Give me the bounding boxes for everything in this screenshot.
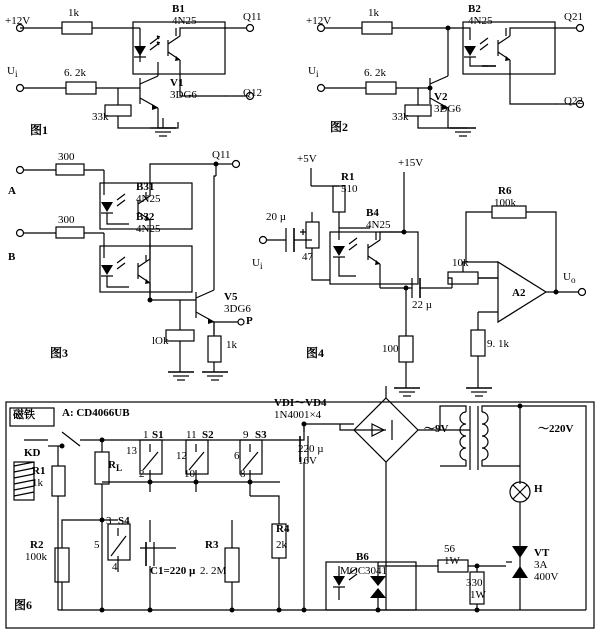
fig4-r100-label: 100 xyxy=(382,343,399,355)
fig4-r47-label: 47 xyxy=(302,251,313,263)
fig6-lamp-label: H xyxy=(534,483,543,495)
fig3-v5-label: V5 xyxy=(224,291,238,303)
fig6-pin4-label: 4 xyxy=(112,561,118,573)
fig1-opto-type: 4N25 xyxy=(172,15,197,27)
fig1-input-label: $U_i$ xyxy=(7,65,18,80)
fig6-pin3-label: 3 xyxy=(106,515,112,527)
fig1-v1-label: V1 xyxy=(170,77,184,89)
fig6-s4-label: S4 xyxy=(118,515,130,527)
fig6-ac220v-label: ～220V xyxy=(538,423,574,435)
fig2-r3-label: 33k xyxy=(392,111,409,123)
fig3-input-a-label: A xyxy=(8,185,16,197)
fig3-input-b-label: B xyxy=(8,251,16,263)
fig6-ac9v-label: ～9V xyxy=(424,423,449,435)
fig6-c2-value: 220 µ xyxy=(298,443,324,455)
fig6-r3-ref: R3 xyxy=(205,539,219,551)
fig6-chip-label: A: CD4066UB xyxy=(62,407,130,419)
fig4-input-label: $U_i$ xyxy=(252,257,263,272)
fig3-p-label: P xyxy=(246,315,253,327)
fig4-output-label: $U_o$ xyxy=(563,271,576,286)
fig6-r56-value: 56 xyxy=(444,543,455,555)
fig3-b32-ref: B32 xyxy=(136,211,155,223)
fig4-r91k-label: 9. 1k xyxy=(487,338,509,350)
fig4-v5-label: +5V xyxy=(297,153,317,165)
fig6-pin5-label: 5 xyxy=(94,539,100,551)
fig6-b6-ref: B6 xyxy=(356,551,369,563)
fig6-vt-current: 3A xyxy=(534,559,548,571)
fig1-supply-label: +12V xyxy=(5,15,31,27)
fig4-b4-ref: B4 xyxy=(366,207,379,219)
fig6-r330-power: 1W xyxy=(470,589,486,601)
fig6-s2-label: S2 xyxy=(202,429,214,441)
fig2-r1-label: 1k xyxy=(368,7,379,19)
fig4-caption: 图4 xyxy=(306,346,325,360)
fig3-r-b-label: 300 xyxy=(58,214,75,226)
fig6-diode-type: 1N4001×4 xyxy=(274,409,322,421)
fig6-pin12-label: 12 xyxy=(176,450,187,462)
fig6-diode-ref: VDI～VD4 xyxy=(274,397,327,409)
fig2-opto-ref: B2 xyxy=(468,3,481,15)
fig2-caption: 图2 xyxy=(330,120,349,134)
fig1-q12-label: Q12 xyxy=(243,87,262,99)
fig4-r6-ref: R6 xyxy=(498,185,512,197)
fig1-r3-label: 33k xyxy=(92,111,109,123)
fig6-caption: 图6 xyxy=(14,598,33,612)
fig3-b31-type: 4N25 xyxy=(136,193,161,205)
fig3-r-a-label: 300 xyxy=(58,151,75,163)
fig2-r2-label: 6. 2k xyxy=(364,67,386,79)
fig6-r4-value: 2k xyxy=(276,539,287,551)
fig3-b32-type: 4N25 xyxy=(136,223,161,235)
fig4-a2-label: A2 xyxy=(512,287,526,299)
fig3-r10k-label: lOk xyxy=(152,335,169,347)
fig6-vt-ref: VT xyxy=(534,547,550,559)
fig6-s1-label: S1 xyxy=(152,429,164,441)
fig6-pin6-label: 6 xyxy=(234,450,240,462)
fig1-v1-type: 3DG6 xyxy=(170,89,197,101)
fig6-s3-label: S3 xyxy=(255,429,267,441)
fig2-input-label: $U_i$ xyxy=(308,65,319,80)
fig2-v2-type: 3DG6 xyxy=(434,103,461,115)
fig6-r56-power: 1W xyxy=(444,555,460,567)
fig6-c1-label: C1=220 µ xyxy=(150,565,196,577)
fig4-b4-type: 4N25 xyxy=(366,219,391,231)
fig3-r1k-label: 1k xyxy=(226,339,237,351)
fig1-opto-ref: B1 xyxy=(172,3,185,15)
fig6-r1-ref: R1 xyxy=(32,465,46,477)
fig2-opto-type: 4N25 xyxy=(468,15,493,27)
fig6-pin9-label: 9 xyxy=(243,429,249,441)
fig6-r2-ref: R2 xyxy=(30,539,44,551)
fig6-pin10-label: 10 xyxy=(184,468,195,480)
fig3-q11-label: Q11 xyxy=(212,149,231,161)
fig6-c2-voltage: 16V xyxy=(298,455,317,467)
fig1-caption: 图1 xyxy=(30,123,49,137)
fig6-pin1-label: 1 xyxy=(143,429,149,441)
fig4-r1-value: 510 xyxy=(341,183,358,195)
fig3-caption: 图3 xyxy=(50,346,69,360)
fig4-c1-label: 20 µ xyxy=(266,211,287,223)
fig6-r330-value: 330 xyxy=(466,577,483,589)
fig3-v5-type: 3DG6 xyxy=(224,303,251,315)
fig2-supply-label: +12V xyxy=(306,15,332,27)
fig6-rl-label: $R_L$ xyxy=(108,459,123,474)
fig6-r1-value: 1k xyxy=(32,477,43,489)
fig1-r1-label: 1k xyxy=(68,7,79,19)
fig6-r3-value: 2. 2M xyxy=(200,565,227,577)
fig6-kd-label: KD xyxy=(24,447,41,459)
fig6-r4-ref: R4 xyxy=(276,523,290,535)
fig6-b6-type: MOC3041 xyxy=(340,565,388,577)
fig1-q11-label: Q11 xyxy=(243,11,262,23)
fig2-v2-label: V2 xyxy=(434,91,448,103)
fig6-magnet-label: 磁铁 xyxy=(13,409,35,421)
fig6-pin2-label: 2 xyxy=(139,468,145,480)
fig4-r10k-label: 10k xyxy=(452,257,469,269)
fig6-pin11-label: 11 xyxy=(186,429,197,441)
fig3-b31-ref: B31 xyxy=(136,181,155,193)
fig6-r2-value: 100k xyxy=(25,551,47,563)
fig1-r2-label: 6. 2k xyxy=(64,67,86,79)
fig6-pin8-label: 8 xyxy=(240,468,246,480)
fig4-r6-value: 100k xyxy=(494,197,516,209)
fig2-q22-label: Q22 xyxy=(564,95,583,107)
fig4-v15-label: +15V xyxy=(398,157,424,169)
fig6-pin13-label: 13 xyxy=(126,445,137,457)
fig4-r1-ref: R1 xyxy=(341,171,355,183)
fig6-vt-voltage: 400V xyxy=(534,571,559,583)
fig2-q21-label: Q21 xyxy=(564,11,583,23)
fig4-c2-label: 22 µ xyxy=(412,299,433,311)
